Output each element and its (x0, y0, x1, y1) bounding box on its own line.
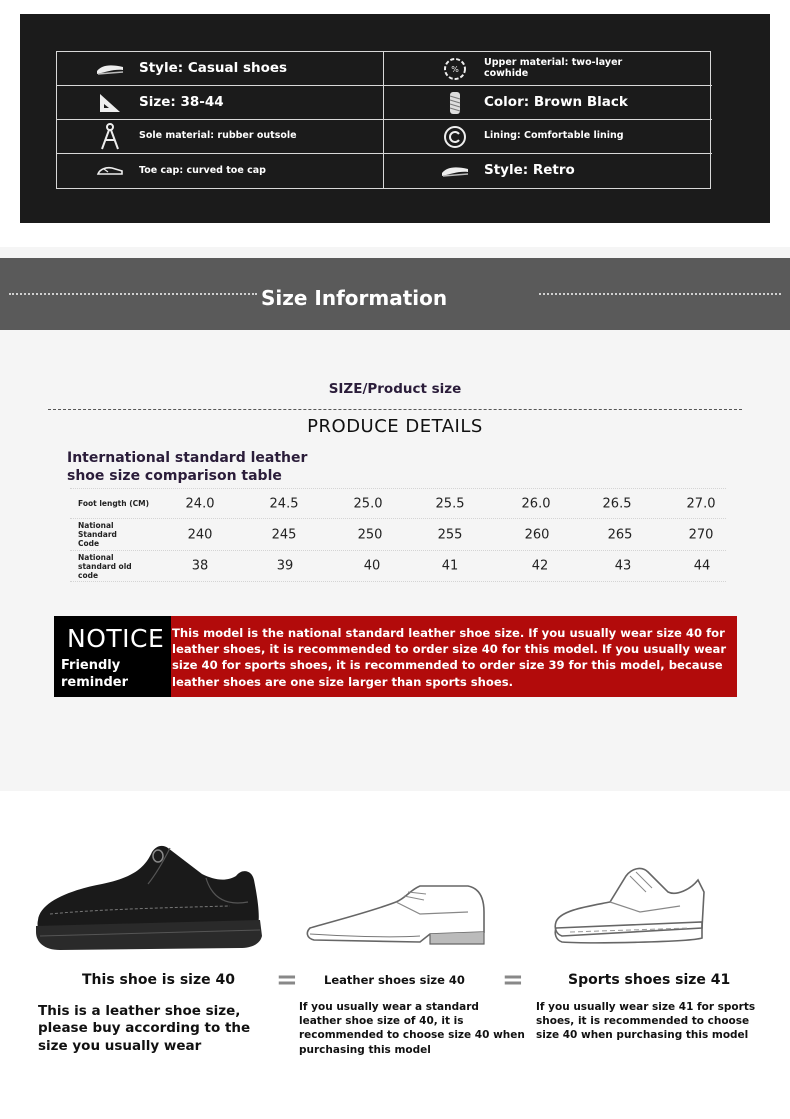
table-row (70, 550, 726, 582)
dotted-divider-right (539, 293, 781, 295)
table-cell: 24.5 (269, 496, 299, 511)
spec-color-text: Color: Brown Black (484, 93, 628, 110)
spec-toe-cap-text: Toe cap: curved toe cap (139, 164, 266, 176)
table-row (70, 488, 726, 518)
spec-sole (57, 120, 384, 154)
size-table-title: International standard leather shoe size comparison table (67, 450, 308, 484)
spec-style-retro (384, 154, 712, 188)
table-cell: 24.0 (185, 496, 215, 511)
insole-icon (440, 160, 470, 182)
spec-color (384, 86, 712, 120)
insole-icon (95, 58, 125, 80)
table-cell: 25.5 (435, 496, 465, 511)
thread-spool-icon (440, 92, 470, 114)
notice-banner (54, 616, 737, 697)
table-cell: 245 (271, 527, 297, 542)
spec-size (57, 86, 384, 120)
product-shoe-image (30, 840, 266, 960)
sports-shoe-description: If you usually wear size 41 for sports shoes, it is recommended to choose size 40 when purchasing this model (536, 1001, 756, 1042)
size-comparison-table (70, 488, 726, 582)
table-cell: 39 (276, 558, 294, 574)
toe-cap-icon (95, 160, 125, 182)
table-cell: 40 (363, 558, 381, 574)
table-cell: 43 (614, 558, 632, 574)
compass-icon (95, 126, 125, 148)
table-cell: 250 (357, 527, 383, 542)
table-cell: 41 (441, 558, 459, 574)
size-information-header (0, 258, 790, 330)
row-label: National standard old code (78, 552, 132, 580)
table-cell: 26.0 (521, 496, 551, 511)
spec-toe-cap (57, 154, 384, 188)
spec-style-text: Style: Casual shoes (139, 59, 288, 76)
svg-text:%: % (451, 64, 459, 74)
product-spec-panel (20, 14, 770, 223)
spec-upper-material-text: Upper material: two-layer cowhide (484, 56, 623, 79)
leather-shoe-description: If you usually wear a standard leather shoe size of 40, it is recommended to choose size 40 when purchasing this model (299, 1001, 525, 1056)
equals-sign: = (502, 965, 524, 995)
table-cell: 260 (524, 527, 550, 542)
notice-subtitle: Friendly reminder (61, 658, 129, 690)
table-cell: 25.0 (353, 496, 383, 511)
spec-style (57, 52, 384, 86)
table-cell: 270 (688, 527, 714, 542)
table-cell: 38 (191, 558, 209, 574)
table-cell: 255 (437, 527, 463, 542)
spec-lining-text: Lining: Comfortable lining (484, 130, 624, 142)
this-shoe-description: This is a leather shoe size, please buy according to the size you usually wear (38, 1003, 251, 1054)
notice-title: NOTICE (67, 624, 165, 653)
table-cell: 265 (607, 527, 633, 542)
equals-sign: = (276, 965, 298, 995)
table-cell: 42 (531, 558, 549, 574)
table-cell: 44 (693, 558, 711, 574)
this-shoe-size-title: This shoe is size 40 (82, 972, 235, 988)
size-information-title: Size Information (261, 286, 448, 310)
spec-sole-text: Sole material: rubber outsole (139, 130, 297, 142)
dotted-divider-left (9, 293, 257, 295)
copyright-icon (440, 126, 470, 148)
spec-lining (384, 120, 712, 154)
notice-label-block (54, 616, 171, 697)
ruler-triangle-icon (95, 92, 125, 114)
dashed-divider (48, 409, 742, 410)
table-row (70, 518, 726, 550)
spec-upper-material (384, 52, 712, 86)
spec-grid (56, 51, 711, 189)
sports-shoe-icon (550, 862, 710, 952)
leather-percent-icon (440, 58, 470, 80)
produce-details-heading: PRODUCE DETAILS (307, 416, 483, 437)
notice-text: This model is the national standard leather shoe size. If you usually wear size 40 for leather shoes, it is recommended to order size 40 for this model. If you usually wear size 40 for sports shoes, it is recommended to order size 39 for this model, because leather shoes are one size larger than sports shoes. (172, 626, 727, 689)
table-cell: 240 (187, 527, 213, 542)
row-label: National Standard Code (78, 521, 117, 548)
row-label: Foot length (CM) (78, 499, 150, 508)
sports-shoe-size-title: Sports shoes size 41 (568, 972, 731, 988)
leather-shoe-icon (300, 876, 490, 948)
table-cell: 26.5 (602, 496, 632, 511)
table-cell: 27.0 (686, 496, 716, 511)
size-information-section (0, 247, 790, 791)
size-subtitle: SIZE/Product size (328, 381, 462, 397)
spec-size-text: Size: 38-44 (139, 93, 224, 110)
spec-style-retro-text: Style: Retro (484, 162, 575, 179)
leather-shoe-size-title: Leather shoes size 40 (324, 973, 465, 987)
